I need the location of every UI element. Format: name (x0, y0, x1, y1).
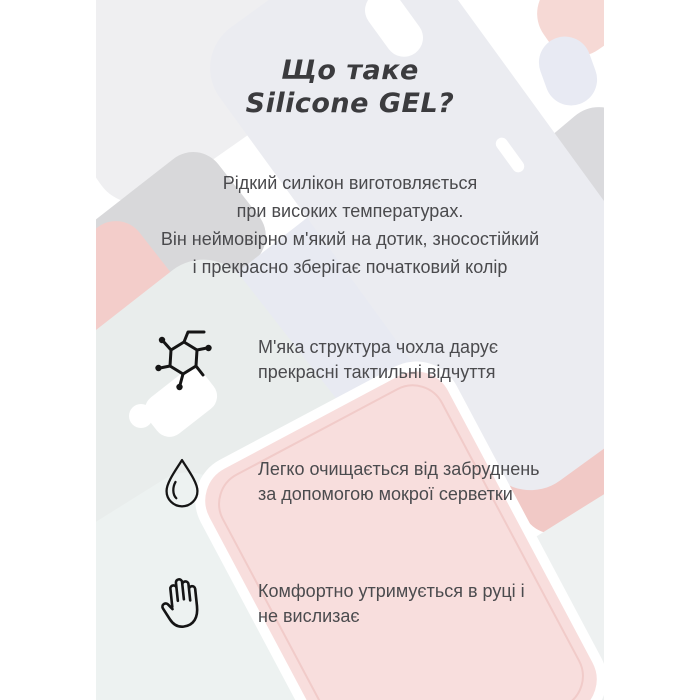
feature-text-line: прекрасні тактильні відчуття (258, 362, 496, 382)
page-title (0, 54, 700, 120)
feature-text-line: М'яка структура чохла дарує (258, 337, 499, 357)
feature-text-line: Легко очищається від забруднень (258, 459, 540, 479)
intro-line: і прекрасно зберігає початковий колір (192, 257, 508, 277)
feature-text-line: не вислизає (258, 606, 360, 626)
feature-soft-structure (150, 322, 498, 398)
intro-paragraph (0, 169, 700, 281)
feature-text (258, 335, 498, 385)
intro-line: Він неймовірно м'який на дотик, зносостійкий (160, 229, 540, 249)
intro-line: при високих температурах. (236, 201, 464, 221)
intro-line: Рідкий силікон виготовляється (222, 173, 478, 193)
feature-comfortable-grip (150, 566, 525, 642)
page-title-line2: Silicone GEL? (245, 88, 455, 119)
page-title-line1: Що таке (281, 55, 419, 86)
feature-text (258, 579, 525, 629)
feature-text-line: за допомогою мокрої серветки (258, 484, 513, 504)
feature-text-line: Комфортно утримується в руці і (258, 581, 525, 601)
hand-icon (150, 566, 214, 642)
molecule-icon (150, 322, 214, 398)
water-drop-icon (150, 444, 214, 520)
feature-text (258, 457, 540, 507)
feature-easy-cleaning (150, 444, 540, 520)
